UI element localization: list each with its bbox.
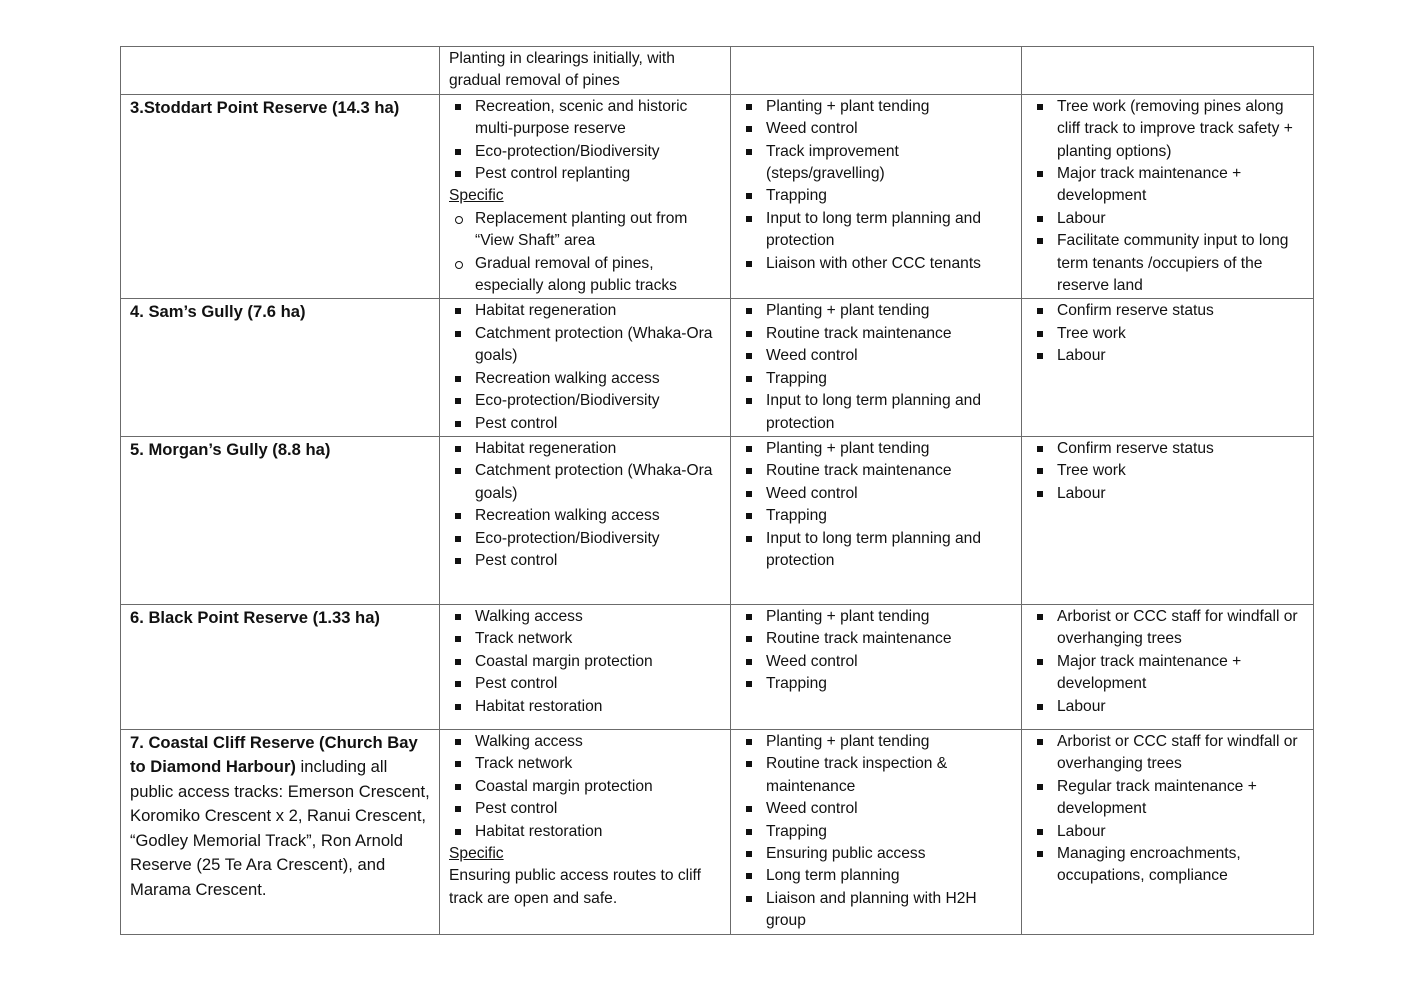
list-item: Long term planning <box>740 865 1017 887</box>
reserve-name: 7. Coastal Cliff Reserve (Church Bay to Diamond Harbour) <box>130 732 418 777</box>
reserve-name-cell <box>121 729 440 934</box>
list-item: Planting + plant tending <box>740 606 1017 628</box>
list-item: Routine track maintenance <box>740 628 1017 650</box>
list-item: Catchment protection (Whaka-Ora goals) <box>449 323 726 368</box>
list-item: Managing encroachments, occupations, compliance <box>1031 843 1309 888</box>
list-item: Eco-protection/Biodiversity <box>449 141 726 163</box>
list-item: Labour <box>1031 345 1309 367</box>
list-item: Eco-protection/Biodiversity <box>449 390 726 412</box>
list-item: Planting + plant tending <box>740 96 1017 118</box>
objectives-cell <box>440 604 731 729</box>
table-row <box>121 94 1314 299</box>
list-item: Arborist or CCC staff for windfall or overhanging trees <box>1031 731 1309 776</box>
list-item: Tree work (removing pines along cliff track to improve track safety + planting options) <box>1031 96 1309 163</box>
list-item: Track network <box>449 753 726 775</box>
specific-text: Ensuring public access routes to cliff track are open and safe. <box>449 867 701 907</box>
tasks-cell <box>731 299 1022 436</box>
list-item: Recreation walking access <box>449 368 726 390</box>
list-item: Weed control <box>740 798 1017 820</box>
list-item: Trapping <box>740 368 1017 390</box>
list-item: Catchment protection (Whaka-Ora goals) <box>449 460 726 505</box>
resources-cell <box>1022 729 1314 934</box>
list-item: Trapping <box>740 673 1017 695</box>
list-item: Gradual removal of pines, especially along public tracks <box>449 253 726 298</box>
reserve-name: 4. Sam’s Gully (7.6 ha) <box>130 302 306 322</box>
list-item: Habitat regeneration <box>449 300 726 322</box>
reserves-table <box>120 46 1314 935</box>
specific-label: Specific <box>449 187 504 205</box>
list-item: Replacement planting out from “View Shaft” area <box>449 208 726 253</box>
objectives-cell <box>440 94 731 299</box>
list-item: Tree work <box>1031 323 1309 345</box>
list-item: Recreation, scenic and historic multi-purpose reserve <box>449 96 726 141</box>
list-item: Pest control replanting <box>449 163 726 185</box>
specific-label: Specific <box>449 844 504 862</box>
list-item: Weed control <box>740 118 1017 140</box>
list-item: Planting + plant tending <box>740 300 1017 322</box>
list-item: Weed control <box>740 483 1017 505</box>
objectives-cell <box>440 47 731 95</box>
list-item: Eco-protection/Biodiversity <box>449 528 726 550</box>
list-item: Track network <box>449 628 726 650</box>
list-item: Confirm reserve status <box>1031 300 1309 322</box>
objectives-cell <box>440 299 731 436</box>
reserve-name-cell <box>121 94 440 299</box>
table-row <box>121 729 1314 934</box>
reserve-name: 5. Morgan’s Gully (8.8 ha) <box>130 439 331 459</box>
list-item: Weed control <box>740 651 1017 673</box>
list-item: Tree work <box>1031 460 1309 482</box>
list-item: Trapping <box>740 505 1017 527</box>
list-item: Labour <box>1031 483 1309 505</box>
list-item: Planting + plant tending <box>740 731 1017 753</box>
objective-text: Planting in clearings initially, with gradual removal of pines <box>449 50 675 90</box>
list-item: Liaison and planning with H2H group <box>740 888 1017 933</box>
reserve-name-detail: including all public access tracks: Emerson Crescent, Koromiko Crescent x 2, Ranui Crescent, “Godley Memorial Track”, Ron Arnold Reserve (25 Te Ara Crescent), and Marama Crescent. <box>130 757 430 899</box>
resources-cell <box>1022 47 1314 95</box>
table-row <box>121 436 1314 604</box>
list-item: Pest control <box>449 550 726 572</box>
tasks-cell <box>731 94 1022 299</box>
list-item: Regular track maintenance + development <box>1031 776 1309 821</box>
list-item: Pest control <box>449 798 726 820</box>
list-item: Input to long term planning and protection <box>740 390 1017 435</box>
reserve-name: 3.Stoddart Point Reserve (14.3 ha) <box>130 97 400 117</box>
tasks-cell <box>731 436 1022 604</box>
resources-cell <box>1022 299 1314 436</box>
list-item: Walking access <box>449 606 726 628</box>
reserve-name-cell <box>121 436 440 604</box>
reserve-name-cell <box>121 604 440 729</box>
table-row <box>121 299 1314 436</box>
list-item: Ensuring public access <box>740 843 1017 865</box>
list-item: Coastal margin protection <box>449 651 726 673</box>
reserve-name: 6. Black Point Reserve (1.33 ha) <box>130 607 380 627</box>
objectives-cell <box>440 436 731 604</box>
list-item: Major track maintenance + development <box>1031 651 1309 696</box>
list-item: Labour <box>1031 208 1309 230</box>
resources-cell <box>1022 604 1314 729</box>
list-item: Input to long term planning and protection <box>740 208 1017 253</box>
reserve-name-cell <box>121 299 440 436</box>
list-item: Arborist or CCC staff for windfall or overhanging trees <box>1031 606 1309 651</box>
list-item: Labour <box>1031 696 1309 718</box>
objectives-cell <box>440 729 731 934</box>
table-row <box>121 47 1314 95</box>
list-item: Pest control <box>449 673 726 695</box>
list-item: Routine track inspection & maintenance <box>740 753 1017 798</box>
list-item: Habitat restoration <box>449 696 726 718</box>
list-item: Habitat regeneration <box>449 438 726 460</box>
list-item: Routine track maintenance <box>740 460 1017 482</box>
list-item: Routine track maintenance <box>740 323 1017 345</box>
list-item: Trapping <box>740 821 1017 843</box>
list-item: Liaison with other CCC tenants <box>740 253 1017 275</box>
tasks-cell <box>731 729 1022 934</box>
list-item: Major track maintenance + development <box>1031 163 1309 208</box>
list-item: Confirm reserve status <box>1031 438 1309 460</box>
tasks-cell <box>731 604 1022 729</box>
list-item: Coastal margin protection <box>449 776 726 798</box>
list-item: Walking access <box>449 731 726 753</box>
list-item: Weed control <box>740 345 1017 367</box>
reserve-name-cell <box>121 47 440 95</box>
list-item: Pest control <box>449 413 726 435</box>
list-item: Labour <box>1031 821 1309 843</box>
list-item: Track improvement (steps/gravelling) <box>740 141 1017 186</box>
table-row <box>121 604 1314 729</box>
list-item: Input to long term planning and protection <box>740 528 1017 573</box>
list-item: Habitat restoration <box>449 821 726 843</box>
resources-cell <box>1022 436 1314 604</box>
list-item: Planting + plant tending <box>740 438 1017 460</box>
resources-cell <box>1022 94 1314 299</box>
list-item: Facilitate community input to long term tenants /occupiers of the reserve land <box>1031 230 1309 297</box>
list-item: Recreation walking access <box>449 505 726 527</box>
tasks-cell <box>731 47 1022 95</box>
list-item: Trapping <box>740 185 1017 207</box>
